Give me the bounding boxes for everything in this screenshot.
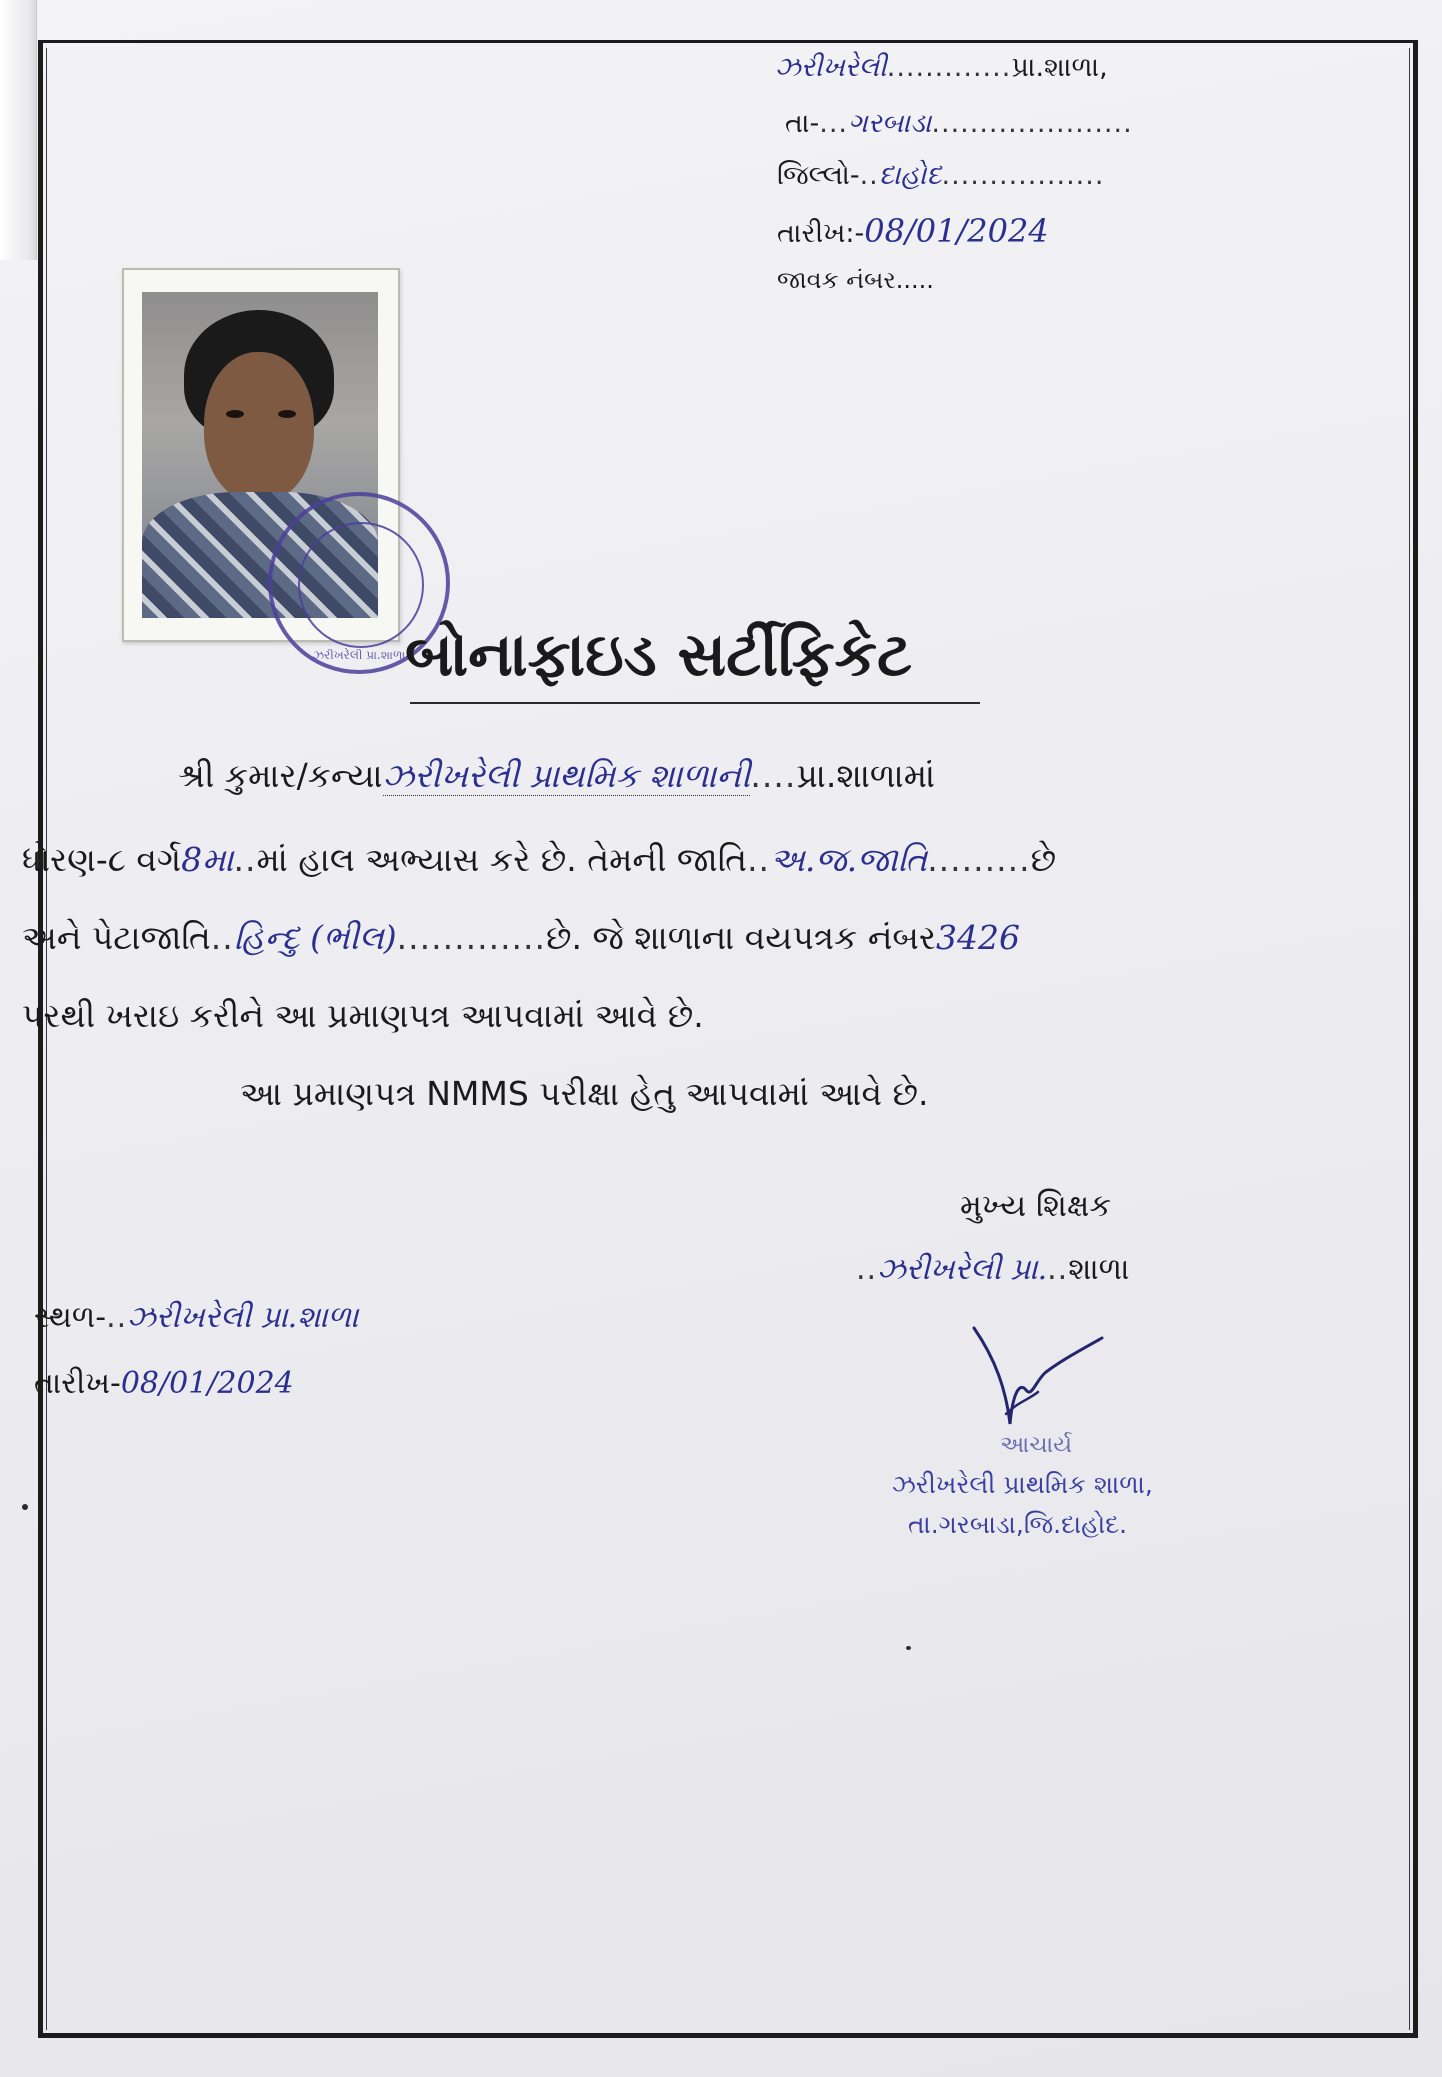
principal-role: આચાર્ય xyxy=(1000,1432,1073,1458)
caste-suffix: છે xyxy=(1030,840,1057,879)
principal-address-stamp: તા.ગરબાડા,જિ.દાહોદ. xyxy=(908,1510,1128,1539)
place-line: સ્થળ-..ઝરીખરેલી પ્રા.શાળા xyxy=(34,1300,359,1335)
photo-eye-left xyxy=(226,410,244,418)
certificate-title: બોનાફાઇડ સર્ટીફિકેટ xyxy=(405,620,912,690)
footer-date-line xyxy=(34,1366,294,1401)
head-school-value: ઝરીખરેલી પ્રા. xyxy=(877,1252,1048,1287)
photo-face xyxy=(204,352,314,502)
footer-date-value: 08/01/2024 xyxy=(120,1366,294,1401)
stray-mark xyxy=(906,1646,911,1650)
body-line-4: પરથી ખરાઇ કરીને આ પ્રમાણપત્ર આપવામાં આવે છે. xyxy=(22,996,704,1035)
studying-text: માં હાલ અભ્યાસ કરે છે. તેમની જાતિ xyxy=(256,840,748,879)
body-line-5: આ પ્રમાણપત્ર NMMS પરીક્ષા હેતુ આપવામાં આવે છે. xyxy=(240,1074,929,1113)
page-curl xyxy=(0,0,37,260)
stray-mark xyxy=(22,1504,28,1510)
place-value: ઝરીખરેલી પ્રા.શાળા xyxy=(127,1300,359,1335)
principal-school-stamp: ઝરીખરેલી પ્રાથમિક શાળા, xyxy=(892,1470,1153,1499)
head-school-line: ..ઝરીખરેલી પ્રા...શાળા xyxy=(856,1252,1130,1287)
principal-signature xyxy=(966,1320,1106,1430)
header-district-value: દાહોદ xyxy=(878,160,942,191)
place-label: સ્થળ- xyxy=(34,1300,107,1335)
caste-value: અ.જ.જાતિ xyxy=(770,840,928,879)
title-underline xyxy=(410,702,980,704)
school-seal-text: ઝરીખરેલી પ્રા.શાળા xyxy=(312,648,406,662)
subcaste-label: અને પેટાજાતિ xyxy=(22,918,211,957)
body-line-2: ધોરણ-૮ વર્ગ8મા..માં હાલ અભ્યાસ કરે છે. તેમની જાતિ..અ.જ.જાતિ.........છે xyxy=(22,840,1057,879)
header-date-line xyxy=(777,212,1049,250)
body-line-1: શ્રી કુમાર/કન્યાઝરીખરેલી પ્રાથમિક શાળાની....પ્રા.શાળામાં xyxy=(178,756,936,795)
photo-eye-right xyxy=(278,410,296,418)
class-value: 8મા xyxy=(181,840,234,879)
header-district-label: જિલ્લો- xyxy=(777,160,860,191)
header-school-line: ઝરીખરેલી.............પ્રા.શાળા, xyxy=(775,52,1108,83)
register-number-value: 3426 xyxy=(935,918,1020,957)
student-gender-label: શ્રી કુમાર/કન્યા xyxy=(178,756,383,795)
subcaste-value: હિન્દુ (ભીલ) xyxy=(233,918,397,957)
header-outward-number: જાવક નંબર..... xyxy=(777,266,934,294)
header-district-line: જિલ્લો-..દાહોદ................. xyxy=(777,160,1105,191)
header-school-value: ઝરીખરેલી xyxy=(775,52,887,83)
footer-date-label: તારીખ- xyxy=(34,1366,121,1401)
header-date-label: તારીખ:- xyxy=(777,218,865,249)
header-taluka-label: તા- xyxy=(785,108,820,139)
head-school-suffix: શાળા xyxy=(1068,1252,1130,1287)
school-suffix-label: પ્રા.શાળામાં xyxy=(796,756,936,795)
standard-label: ધોરણ-૮ વર્ગ xyxy=(22,840,182,879)
head-teacher-label: મુખ્ય શિક્ષક xyxy=(960,1188,1112,1224)
body-line-3: અને પેટાજાતિ..હિન્દુ (ભીલ).............છે. જે શાળાના વયપત્રક નંબર3426 xyxy=(22,918,1020,957)
header-date-value: 08/01/2024 xyxy=(864,212,1049,250)
student-name-value: ઝરીખરેલી પ્રાથમિક શાળાની xyxy=(382,756,751,795)
header-school-label: પ્રા.શાળા, xyxy=(1011,52,1108,83)
header-taluka-value: ગરબાડા xyxy=(848,108,932,139)
header-taluka-line: તા-...ગરબાડા..................... xyxy=(785,108,1133,139)
register-text: છે. જે શાળાના વયપત્રક નંબર xyxy=(546,918,936,957)
